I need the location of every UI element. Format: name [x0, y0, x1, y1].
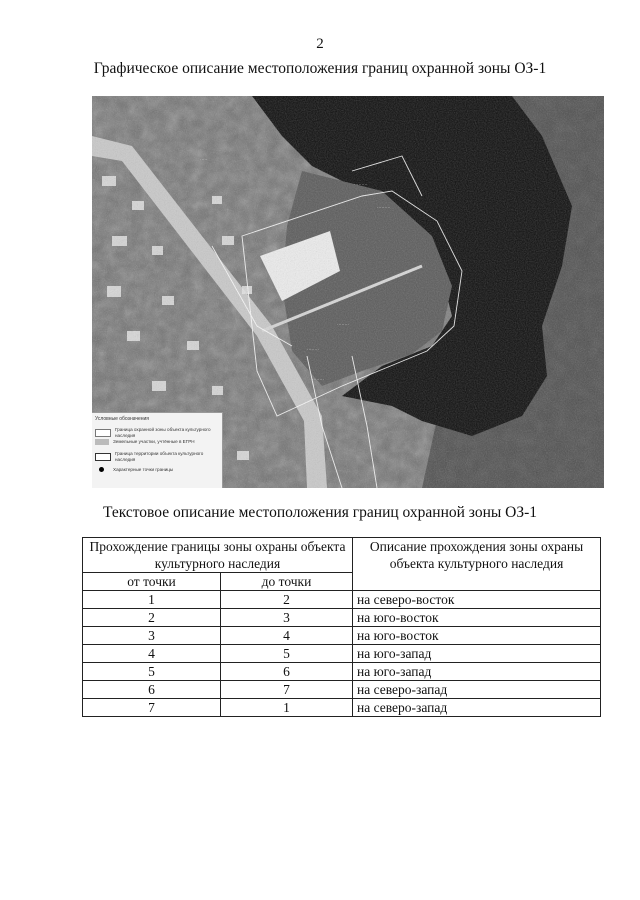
- legend-item-label: Граница охранной зоны объекта культурного наследия: [115, 427, 211, 438]
- table-row: [83, 663, 601, 681]
- cell-description: на северо-запад: [353, 699, 601, 717]
- cell-description: на северо-запад: [353, 681, 601, 699]
- header-description: Описание прохождения зоны охраны объекта культурного наследия: [353, 538, 601, 591]
- table-row: [83, 681, 601, 699]
- cell-from: 3: [83, 627, 221, 645]
- legend-item-label: Граница территории объекта культурного наследия: [115, 451, 204, 462]
- cell-from: 5: [83, 663, 221, 681]
- cell-to: 1: [221, 699, 353, 717]
- header-from: от точки: [83, 573, 221, 591]
- header-to: до точки: [221, 573, 353, 591]
- table-row: [83, 645, 601, 663]
- cell-to: 3: [221, 609, 353, 627]
- cell-to: 7: [221, 681, 353, 699]
- boundary-table: [82, 537, 601, 717]
- cell-description: на северо-восток: [353, 591, 601, 609]
- legend-item-label: Земельные участки, учтённые в ЕГРН: [113, 439, 195, 445]
- cell-to: 4: [221, 627, 353, 645]
- legend-item-label: Характерные точки границы: [113, 467, 174, 472]
- cell-description: на юго-восток: [353, 627, 601, 645]
- legend-title: Условные обозначения: [95, 416, 150, 422]
- aerial-map: [92, 96, 604, 488]
- table-row: [83, 627, 601, 645]
- map-legend: [92, 412, 223, 488]
- point-icon: [99, 467, 104, 472]
- cell-from: 1: [83, 591, 221, 609]
- cell-from: 4: [83, 645, 221, 663]
- cell-to: 6: [221, 663, 353, 681]
- cell-to: 2: [221, 591, 353, 609]
- cell-description: на юго-запад: [353, 663, 601, 681]
- cell-description: на юго-запад: [353, 645, 601, 663]
- legend-item: [95, 427, 219, 438]
- cell-to: 5: [221, 645, 353, 663]
- table-row: [83, 699, 601, 717]
- legend-item: [95, 439, 219, 445]
- cell-from: 7: [83, 699, 221, 717]
- cell-description: на юго-восток: [353, 609, 601, 627]
- legend-swatch: [95, 429, 111, 437]
- page-number: 2: [316, 36, 324, 52]
- cell-from: 6: [83, 681, 221, 699]
- table-header-row: [83, 538, 601, 573]
- table-row: [83, 609, 601, 627]
- legend-item: [95, 467, 219, 473]
- legend-swatch: [95, 439, 109, 445]
- graphic-description-title: Графическое описание местоположения границ охранной зоны ОЗ-1: [93, 60, 547, 77]
- legend-item: [95, 451, 219, 462]
- cell-from: 2: [83, 609, 221, 627]
- legend-swatch: [95, 453, 111, 461]
- text-description-title: Текстовое описание местоположения границ охранной зоны ОЗ-1: [102, 504, 538, 521]
- table-row: [83, 591, 601, 609]
- header-group: Прохождение границы зоны охраны объекта культурного наследия: [83, 538, 353, 573]
